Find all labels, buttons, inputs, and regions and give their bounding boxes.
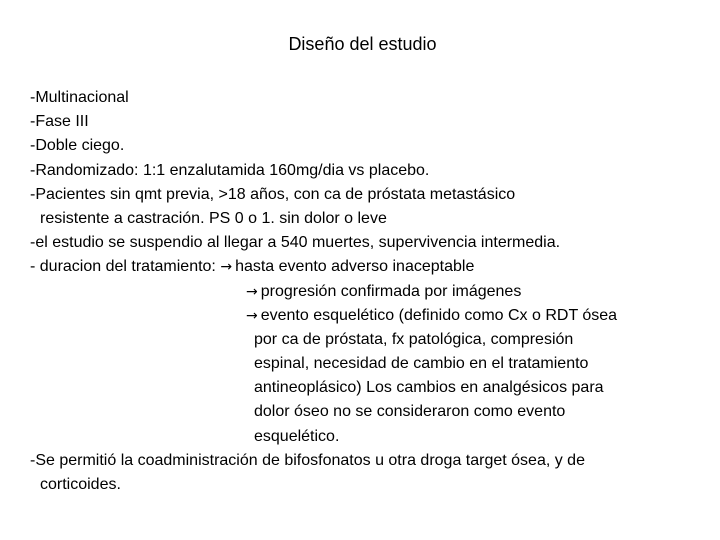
text-line xyxy=(30,255,700,279)
text-line: -Pacientes sin qmt previa, >18 años, con ca de próstata metastásico xyxy=(30,185,516,203)
treatment-duration-label: - duracion del tratamiento: xyxy=(30,258,221,276)
text-line: -Randomizado: 1:1 enzalutamida 160mg/dia vs placebo. xyxy=(30,161,430,179)
criteria-item: progresión confirmada por imágenes xyxy=(260,282,522,300)
text-line: -Doble ciego. xyxy=(30,137,125,155)
page-title: Diseño del estudio xyxy=(288,34,437,54)
text-line: -Se permitió la coadministración de bifosfonatos u otra droga target ósea, y de xyxy=(30,451,585,469)
right-arrow-icon: → xyxy=(220,259,233,276)
text-line: resistente a castración. PS 0 o 1. sin dolor o leve xyxy=(40,209,387,227)
text-line xyxy=(30,304,700,328)
criteria-item: hasta evento adverso inaceptable xyxy=(235,258,475,276)
study-design-text xyxy=(30,86,700,497)
right-arrow-icon: → xyxy=(246,283,258,300)
text-line: por ca de próstata, fx patológica, compresión xyxy=(254,330,574,348)
right-arrow-icon: → xyxy=(246,307,258,324)
text-line: esquelético. xyxy=(254,427,340,445)
text-line xyxy=(30,280,700,304)
text-line: dolor óseo no se consideraron como evento xyxy=(254,403,566,421)
text-line: antineoplásico) Los cambios en analgésicos para xyxy=(254,379,604,397)
text-line: corticoides. xyxy=(40,476,121,493)
criteria-item: evento esquelético (definido como Cx o RDT ósea xyxy=(260,306,618,324)
text-line: -Fase III xyxy=(30,113,89,131)
text-line: -el estudio se suspendio al llegar a 540 muertes, supervivencia intermedia. xyxy=(30,234,561,252)
text-line: -Multinacional xyxy=(30,89,129,106)
text-line: espinal, necesidad de cambio en el tratamiento xyxy=(254,355,589,373)
